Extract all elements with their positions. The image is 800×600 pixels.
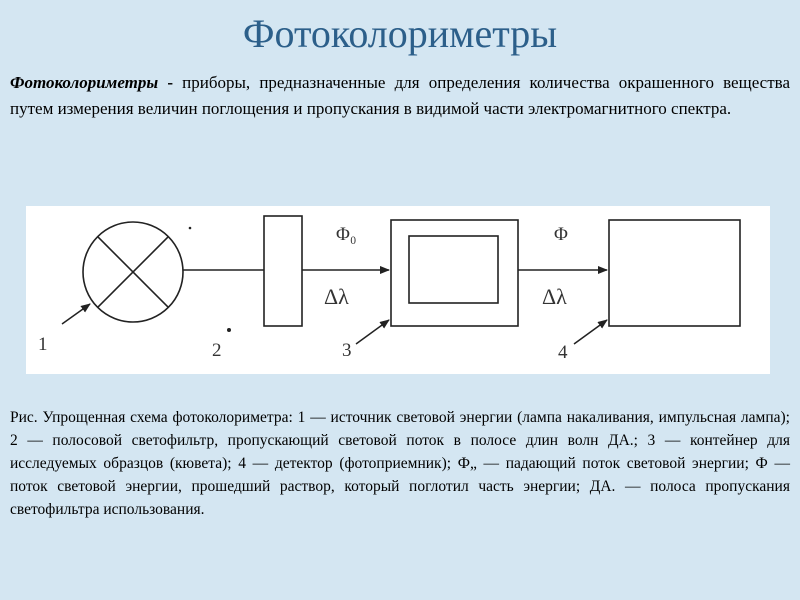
intro-dash: - [158,73,183,92]
label-4: 4 [558,342,568,363]
pointer-arrow-4 [574,320,607,344]
label-delta-lambda-2: Δλ [542,284,567,309]
lamp-source [83,222,183,322]
detector-block [609,220,740,326]
label-delta-lambda-1: Δλ [324,284,349,309]
label-1: 1 [38,334,48,355]
intro-paragraph [10,70,790,122]
dot-mark-2 [227,328,231,332]
intro-text: приборы, предназначенные для определения количества окрашенного вещества путем измерения величин поглощения и пропускания в видимой части электромагнитного спектра. [10,73,790,118]
label-phi0: Φ₀ [336,224,357,245]
pointer-arrow-1 [62,304,90,324]
label-phi: Φ [554,224,568,245]
diagram-svg [26,206,770,374]
label-2: 2 [212,340,222,361]
intro-term: Фотоколориметры [10,73,159,92]
dot-mark [189,227,192,230]
page-title: Фотоколориметры [242,11,558,56]
filter-block [264,216,302,326]
cuvette-block [391,220,518,326]
photocolorimeter-diagram [26,206,770,374]
pointer-arrow-3 [356,320,389,344]
figure-caption: Рис. Упрощенная схема фотоколориметра: 1 — источник световой энергии (лампа накаливания, импульсная лампа); 2 — полосовой светофильтр, пропускающий световой поток в полосе длин волн ДА.; 3 — контейнер для исследуемых образцов (кювета); 4 — детектор (фотоприемник); Ф„ — падающий поток световой энергии; Ф — поток световой энергии, прошедший раствор, который поглотил часть энергии; ДА. — полоса пропускания светофильтра использования. [10,409,790,518]
label-3: 3 [342,340,352,361]
